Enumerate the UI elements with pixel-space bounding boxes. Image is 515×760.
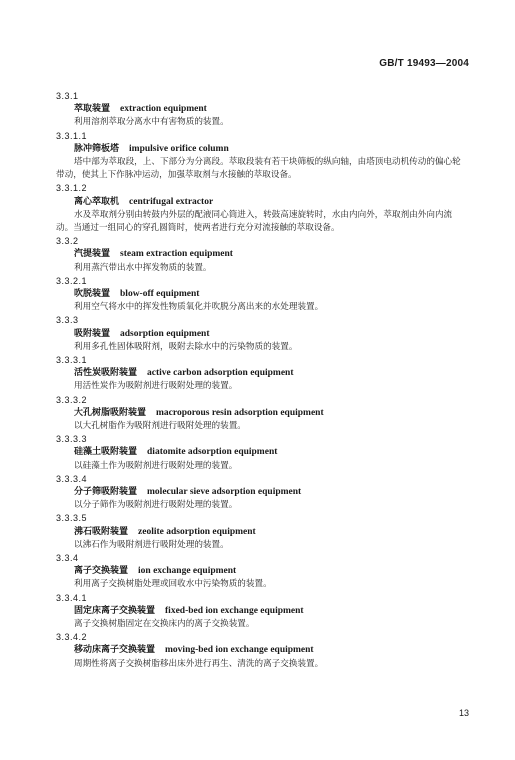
term-title [74,446,468,459]
term-entry-3-3-1-1 [56,130,468,183]
clause-number: 3.3.3.3 [56,434,88,445]
clause-number: 3.3.2 [56,236,79,247]
term-chinese: 离子交换装置 [74,566,129,577]
term-english: centrifugal extractor [129,196,214,207]
term-chinese: 大孔树脂吸附装置 [74,407,147,418]
terms-list [56,90,468,671]
term-chinese: 沸石吸附装置 [74,526,129,537]
term-definition: 以大孔树脂作为吸附剂进行吸附处理的装置。 [74,420,246,431]
term-english: molecular sieve adsorption equipment [147,486,302,497]
term-entry-3-3-3-3 [56,433,468,473]
term-chinese: 脉冲筛板塔 [74,143,120,154]
term-chinese: 固定床离子交换装置 [74,605,156,616]
term-title [74,565,468,578]
term-entry-3-3-3-2 [56,394,468,434]
term-title [74,288,468,301]
term-chinese: 萃取装置 [74,104,111,115]
clause-number: 3.3.3.1 [56,354,88,365]
term-english: impulsive orifice column [129,143,229,154]
term-entry-3-3-1-2 [56,182,468,235]
term-title [74,248,468,261]
clause-number: 3.3.1.2 [56,183,88,194]
term-title [74,196,468,209]
term-entry-3-3-3-4 [56,473,468,513]
term-english: fixed-bed ion exchange equipment [165,605,304,616]
page-number: 13 [458,708,469,718]
term-english: diatomite adsorption equipment [147,447,278,458]
term-title [74,143,468,156]
term-chinese: 移动床离子交换装置 [74,645,156,656]
term-title [74,605,468,618]
term-definition: 利用溶剂萃取分离水中有害物质的装置。 [74,117,229,128]
term-title [74,103,468,116]
term-english: active carbon adsorption equipment [147,368,294,379]
term-chinese: 硅藻土吸附装置 [74,447,138,458]
term-english: zeolite adsorption equipment [138,526,256,537]
clause-number: 3.3.3 [56,315,79,326]
term-chinese: 活性炭吸附装置 [74,368,138,379]
term-definition: 以分子筛作为吸附剂进行吸附处理的装置。 [74,500,238,511]
term-chinese: 吹脱装置 [74,288,111,299]
clause-number: 3.3.4 [56,552,79,563]
term-definition: 周期性将离子交换树脂移出床外进行再生、清洗的离子交换装置。 [74,658,324,669]
term-entry-3-3-3-1 [56,354,468,394]
term-definition: 利用离子交换树脂处理或回收水中污染物质的装置。 [74,579,272,590]
term-entry-3-3-3-5 [56,512,468,552]
term-entry-3-3-4 [56,552,468,592]
term-title [74,526,468,539]
term-english: moving-bed ion exchange equipment [165,645,314,656]
term-definition: 以硅藻土作为吸附剂进行吸附处理的装置。 [74,460,238,471]
term-english: extraction equipment [120,104,207,115]
standard-code: GB/T 19493—2004 [379,58,469,69]
clause-number: 3.3.1.1 [56,130,88,141]
term-english: steam extraction equipment [120,249,233,260]
term-title [74,367,468,380]
term-chinese: 吸附装置 [74,328,111,339]
clause-number: 3.3.3.5 [56,513,88,524]
term-entry-3-3-4-1 [56,592,468,632]
term-english: macroporous resin adsorption equipment [156,407,324,418]
term-entry-3-3-1 [56,90,468,130]
term-chinese: 分子筛吸附装置 [74,486,138,497]
term-title [74,407,468,420]
term-title [74,486,468,499]
clause-number: 3.3.4.2 [56,632,88,643]
term-english: blow-off equipment [120,288,200,299]
term-english: ion exchange equipment [138,566,237,577]
clause-number: 3.3.1 [56,91,79,101]
term-entry-3-3-2-1 [56,275,468,315]
clause-number: 3.3.4.1 [56,592,88,603]
term-definition: 利用蒸汽带出水中挥发物质的装置。 [74,262,212,273]
term-definition: 以沸石作为吸附剂进行吸附处理的装置。 [74,539,229,550]
term-entry-3-3-3 [56,314,468,354]
term-definition: 用活性炭作为吸附剂进行吸附处理的装置。 [74,381,238,392]
term-title [74,644,468,657]
term-english: adsorption equipment [120,328,210,339]
term-chinese: 离心萃取机 [74,196,120,207]
clause-number: 3.3.3.2 [56,394,88,405]
term-definition: 离子交换树脂固定在交换床内的离子交换装置。 [74,618,255,629]
term-definition: 水及萃取剂分别由转鼓内外层的配液同心筒进入，转鼓高速旋转时，水由内向外，萃取剂由外向内流动。当通过一组同心的穿孔圆筒时，使两者进行充分对流接触的萃取设备。 [56,209,453,233]
term-definition: 利用多孔性固体吸附剂，吸附去除水中的污染物质的装置。 [74,341,298,352]
term-definition: 塔中部为萃取段，上、下部分为分离段。萃取段装有若干块筛板的纵向轴，由塔顶电动机传动的偏心轮带动，使其上下作脉冲运动，加强萃取剂与水接触的萃取设备。 [56,156,461,181]
clause-number: 3.3.2.1 [56,275,88,286]
term-entry-3-3-2 [56,235,468,275]
term-title [74,328,468,341]
term-chinese: 汽提装置 [74,249,111,260]
term-entry-3-3-4-2 [56,631,468,671]
clause-number: 3.3.3.4 [56,473,88,484]
term-definition: 利用空气将水中的挥发性物质氧化并吹脱分离出来的水处理装置。 [74,302,324,313]
